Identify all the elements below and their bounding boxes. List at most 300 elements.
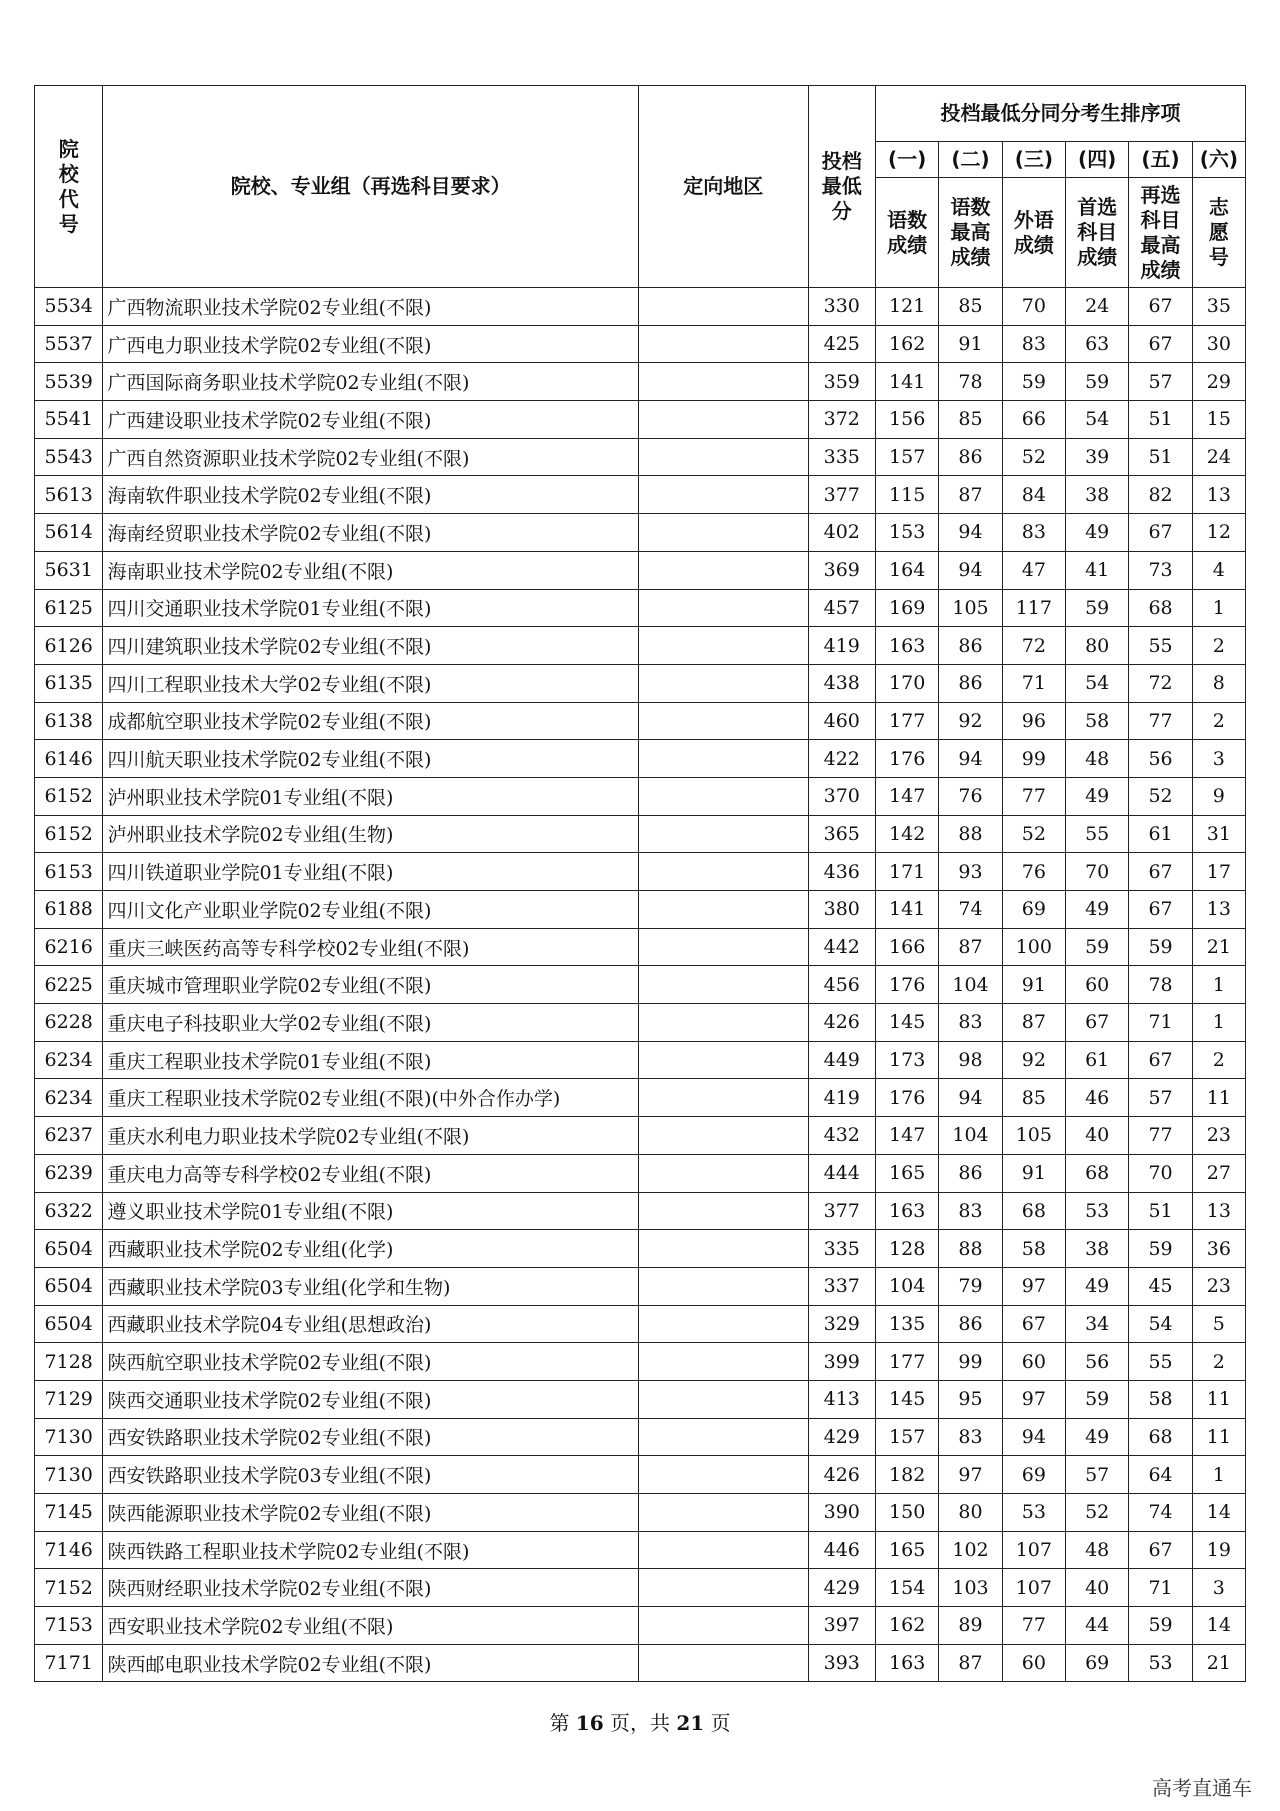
cell-c1: 163 — [875, 1192, 938, 1230]
cell-code: 6234 — [35, 1079, 103, 1117]
cell-c3: 117 — [1002, 589, 1065, 627]
cell-code: 6239 — [35, 1154, 103, 1192]
cell-c4: 38 — [1066, 476, 1129, 514]
cell-region — [638, 438, 808, 476]
cell-c6: 27 — [1192, 1154, 1245, 1192]
cell-score: 457 — [808, 589, 875, 627]
cell-c1: 176 — [875, 740, 938, 778]
cell-c6: 24 — [1192, 438, 1245, 476]
cell-region — [638, 1305, 808, 1343]
cell-region — [638, 1117, 808, 1155]
cell-score: 422 — [808, 740, 875, 778]
cell-c5: 53 — [1129, 1644, 1192, 1682]
cell-c6: 2 — [1192, 702, 1245, 740]
cell-c3: 83 — [1002, 325, 1065, 363]
cell-c1: 177 — [875, 702, 938, 740]
table-row — [35, 1230, 1246, 1268]
cell-c1: 104 — [875, 1267, 938, 1305]
cell-c5: 72 — [1129, 664, 1192, 702]
cell-name: 西藏职业技术学院02专业组(化学) — [103, 1230, 638, 1268]
cell-c2: 74 — [939, 891, 1002, 929]
cell-c5: 67 — [1129, 1531, 1192, 1569]
cell-name: 海南职业技术学院02专业组(不限) — [103, 551, 638, 589]
cell-score: 419 — [808, 627, 875, 665]
cell-c1: 165 — [875, 1531, 938, 1569]
cell-code: 7130 — [35, 1418, 103, 1456]
cell-c6: 17 — [1192, 853, 1245, 891]
cell-c5: 68 — [1129, 1418, 1192, 1456]
cell-c1: 157 — [875, 1418, 938, 1456]
cell-c6: 2 — [1192, 1343, 1245, 1381]
cell-c5: 59 — [1129, 1230, 1192, 1268]
cell-score: 390 — [808, 1494, 875, 1532]
cell-c6: 9 — [1192, 777, 1245, 815]
cell-c1: 163 — [875, 1644, 938, 1682]
cell-c1: 182 — [875, 1456, 938, 1494]
cell-region — [638, 1569, 808, 1607]
cell-c1: 170 — [875, 664, 938, 702]
cell-c3: 69 — [1002, 1456, 1065, 1494]
cell-name: 广西自然资源职业技术学院02专业组(不限) — [103, 438, 638, 476]
cell-score: 429 — [808, 1418, 875, 1456]
header-sub-6: 志愿号 — [1192, 178, 1245, 288]
cell-c4: 70 — [1066, 853, 1129, 891]
cell-c3: 107 — [1002, 1569, 1065, 1607]
table-row — [35, 928, 1246, 966]
cell-name: 遵义职业技术学院01专业组(不限) — [103, 1192, 638, 1230]
table-row — [35, 966, 1246, 1004]
cell-score: 393 — [808, 1644, 875, 1682]
cell-c2: 104 — [939, 966, 1002, 1004]
cell-c4: 58 — [1066, 702, 1129, 740]
cell-c2: 105 — [939, 589, 1002, 627]
table-row — [35, 891, 1246, 929]
cell-region — [638, 1418, 808, 1456]
cell-c5: 68 — [1129, 589, 1192, 627]
cell-c1: 177 — [875, 1343, 938, 1381]
cell-c6: 11 — [1192, 1079, 1245, 1117]
table-row — [35, 1531, 1246, 1569]
cell-c6: 4 — [1192, 551, 1245, 589]
cell-name: 四川工程职业技术大学02专业组(不限) — [103, 664, 638, 702]
cell-c5: 61 — [1129, 815, 1192, 853]
cell-c5: 59 — [1129, 928, 1192, 966]
cell-code: 6228 — [35, 1004, 103, 1042]
cell-c2: 93 — [939, 853, 1002, 891]
cell-score: 369 — [808, 551, 875, 589]
cell-c4: 34 — [1066, 1305, 1129, 1343]
cell-region — [638, 514, 808, 552]
cell-c3: 107 — [1002, 1531, 1065, 1569]
cell-c3: 58 — [1002, 1230, 1065, 1268]
cell-c4: 69 — [1066, 1644, 1129, 1682]
cell-c2: 86 — [939, 1154, 1002, 1192]
cell-c5: 45 — [1129, 1267, 1192, 1305]
cell-score: 444 — [808, 1154, 875, 1192]
cell-c2: 80 — [939, 1494, 1002, 1532]
cell-region — [638, 1004, 808, 1042]
cell-c1: 169 — [875, 589, 938, 627]
cell-code: 7152 — [35, 1569, 103, 1607]
cell-c6: 15 — [1192, 401, 1245, 439]
cell-c1: 141 — [875, 363, 938, 401]
cell-c2: 94 — [939, 551, 1002, 589]
header-sub-2: 语数最高成绩 — [939, 178, 1002, 288]
cell-c4: 49 — [1066, 1267, 1129, 1305]
cell-name: 西安职业技术学院02专业组(不限) — [103, 1607, 638, 1645]
table-row — [35, 740, 1246, 778]
cell-score: 337 — [808, 1267, 875, 1305]
cell-name: 广西物流职业技术学院02专业组(不限) — [103, 288, 638, 326]
cell-c6: 14 — [1192, 1494, 1245, 1532]
cell-region — [638, 288, 808, 326]
cell-code: 6504 — [35, 1230, 103, 1268]
cell-code: 6322 — [35, 1192, 103, 1230]
cell-code: 7128 — [35, 1343, 103, 1381]
cell-code: 7171 — [35, 1644, 103, 1682]
cell-c3: 71 — [1002, 664, 1065, 702]
cell-c3: 97 — [1002, 1380, 1065, 1418]
cell-c5: 64 — [1129, 1456, 1192, 1494]
table-row — [35, 853, 1246, 891]
table-row — [35, 702, 1246, 740]
cell-c2: 85 — [939, 288, 1002, 326]
cell-c2: 94 — [939, 740, 1002, 778]
cell-c1: 166 — [875, 928, 938, 966]
cell-code: 7145 — [35, 1494, 103, 1532]
cell-code: 6504 — [35, 1305, 103, 1343]
table-row — [35, 589, 1246, 627]
cell-c5: 52 — [1129, 777, 1192, 815]
cell-name: 四川交通职业技术学院01专业组(不限) — [103, 589, 638, 627]
cell-region — [638, 551, 808, 589]
cell-c2: 94 — [939, 514, 1002, 552]
cell-c2: 91 — [939, 325, 1002, 363]
cell-c6: 19 — [1192, 1531, 1245, 1569]
cell-c2: 87 — [939, 928, 1002, 966]
cell-c6: 21 — [1192, 1644, 1245, 1682]
cell-score: 429 — [808, 1569, 875, 1607]
cell-c4: 49 — [1066, 891, 1129, 929]
cell-c5: 67 — [1129, 514, 1192, 552]
table-row — [35, 325, 1246, 363]
cell-c1: 162 — [875, 1607, 938, 1645]
cell-score: 436 — [808, 853, 875, 891]
cell-score: 377 — [808, 1192, 875, 1230]
cell-c1: 165 — [875, 1154, 938, 1192]
cell-c3: 66 — [1002, 401, 1065, 439]
table-row — [35, 401, 1246, 439]
table-row — [35, 1267, 1246, 1305]
cell-region — [638, 589, 808, 627]
cell-c3: 77 — [1002, 1607, 1065, 1645]
cell-c3: 85 — [1002, 1079, 1065, 1117]
admission-score-table — [34, 85, 1246, 1682]
cell-c6: 12 — [1192, 514, 1245, 552]
cell-c4: 38 — [1066, 1230, 1129, 1268]
cell-c6: 23 — [1192, 1117, 1245, 1155]
cell-c4: 57 — [1066, 1456, 1129, 1494]
table-row — [35, 815, 1246, 853]
cell-c2: 87 — [939, 476, 1002, 514]
cell-c5: 57 — [1129, 1079, 1192, 1117]
cell-c5: 67 — [1129, 853, 1192, 891]
cell-c6: 11 — [1192, 1380, 1245, 1418]
cell-name: 海南软件职业技术学院02专业组(不限) — [103, 476, 638, 514]
table-row — [35, 1117, 1246, 1155]
cell-c4: 59 — [1066, 363, 1129, 401]
table-row — [35, 627, 1246, 665]
table-row — [35, 288, 1246, 326]
cell-c2: 98 — [939, 1041, 1002, 1079]
table-row — [35, 1644, 1246, 1682]
header-region: 定向地区 — [638, 86, 808, 288]
cell-c4: 40 — [1066, 1117, 1129, 1155]
table-row — [35, 1569, 1246, 1607]
cell-c2: 92 — [939, 702, 1002, 740]
cell-c4: 67 — [1066, 1004, 1129, 1042]
header-name: 院校、专业组（再选科目要求） — [103, 86, 638, 288]
cell-c1: 145 — [875, 1004, 938, 1042]
cell-c1: 121 — [875, 288, 938, 326]
cell-region — [638, 891, 808, 929]
cell-score: 370 — [808, 777, 875, 815]
cell-c1: 150 — [875, 1494, 938, 1532]
cell-score: 442 — [808, 928, 875, 966]
cell-c2: 95 — [939, 1380, 1002, 1418]
cell-score: 446 — [808, 1531, 875, 1569]
cell-c3: 59 — [1002, 363, 1065, 401]
cell-c2: 83 — [939, 1192, 1002, 1230]
cell-c1: 142 — [875, 815, 938, 853]
table-row — [35, 1041, 1246, 1079]
cell-region — [638, 966, 808, 1004]
cell-code: 6126 — [35, 627, 103, 665]
table-row — [35, 438, 1246, 476]
cell-c2: 76 — [939, 777, 1002, 815]
cell-region — [638, 1494, 808, 1532]
cell-c6: 2 — [1192, 627, 1245, 665]
cell-region — [638, 664, 808, 702]
cell-score: 426 — [808, 1004, 875, 1042]
cell-c5: 51 — [1129, 438, 1192, 476]
cell-c1: 176 — [875, 966, 938, 1004]
cell-c4: 54 — [1066, 664, 1129, 702]
cell-c4: 54 — [1066, 401, 1129, 439]
cell-c3: 100 — [1002, 928, 1065, 966]
cell-c2: 103 — [939, 1569, 1002, 1607]
cell-c2: 104 — [939, 1117, 1002, 1155]
cell-c5: 71 — [1129, 1004, 1192, 1042]
cell-c6: 11 — [1192, 1418, 1245, 1456]
cell-name: 海南经贸职业技术学院02专业组(不限) — [103, 514, 638, 552]
watermark-text: 高考直通车 — [1152, 1776, 1252, 1800]
cell-region — [638, 1644, 808, 1682]
cell-c4: 24 — [1066, 288, 1129, 326]
cell-name: 四川建筑职业技术学院02专业组(不限) — [103, 627, 638, 665]
cell-c1: 163 — [875, 627, 938, 665]
table-row — [35, 476, 1246, 514]
cell-c5: 55 — [1129, 627, 1192, 665]
cell-c2: 88 — [939, 1230, 1002, 1268]
header-sub-4: 首选科目成绩 — [1066, 178, 1129, 288]
cell-code: 6152 — [35, 815, 103, 853]
cell-c3: 87 — [1002, 1004, 1065, 1042]
cell-c3: 67 — [1002, 1305, 1065, 1343]
table-row — [35, 1004, 1246, 1042]
cell-c5: 55 — [1129, 1343, 1192, 1381]
cell-name: 泸州职业技术学院01专业组(不限) — [103, 777, 638, 815]
cell-c6: 29 — [1192, 363, 1245, 401]
cell-code: 5534 — [35, 288, 103, 326]
cell-name: 广西电力职业技术学院02专业组(不限) — [103, 325, 638, 363]
cell-c4: 48 — [1066, 1531, 1129, 1569]
cell-c5: 56 — [1129, 740, 1192, 778]
cell-c5: 74 — [1129, 1494, 1192, 1532]
cell-c6: 14 — [1192, 1607, 1245, 1645]
cell-score: 330 — [808, 288, 875, 326]
cell-c1: 147 — [875, 777, 938, 815]
cell-score: 419 — [808, 1079, 875, 1117]
cell-name: 四川航天职业技术学院02专业组(不限) — [103, 740, 638, 778]
cell-c6: 13 — [1192, 891, 1245, 929]
cell-c4: 59 — [1066, 589, 1129, 627]
cell-c3: 77 — [1002, 777, 1065, 815]
cell-score: 456 — [808, 966, 875, 1004]
cell-c5: 77 — [1129, 702, 1192, 740]
cell-c1: 128 — [875, 1230, 938, 1268]
cell-name: 陕西财经职业技术学院02专业组(不限) — [103, 1569, 638, 1607]
cell-region — [638, 1456, 808, 1494]
header-sub-5: 再选科目最高成绩 — [1129, 178, 1192, 288]
cell-c4: 44 — [1066, 1607, 1129, 1645]
cell-c2: 79 — [939, 1267, 1002, 1305]
cell-c1: 141 — [875, 891, 938, 929]
header-sub-1: 语数成绩 — [875, 178, 938, 288]
table-row — [35, 1494, 1246, 1532]
cell-c3: 69 — [1002, 891, 1065, 929]
cell-region — [638, 363, 808, 401]
cell-name: 成都航空职业技术学院02专业组(不限) — [103, 702, 638, 740]
cell-c1: 153 — [875, 514, 938, 552]
cell-c4: 48 — [1066, 740, 1129, 778]
cell-region — [638, 1531, 808, 1569]
cell-region — [638, 1607, 808, 1645]
cell-score: 425 — [808, 325, 875, 363]
table-row — [35, 1456, 1246, 1494]
cell-c3: 92 — [1002, 1041, 1065, 1079]
cell-score: 426 — [808, 1456, 875, 1494]
cell-c2: 83 — [939, 1418, 1002, 1456]
cell-code: 5541 — [35, 401, 103, 439]
cell-c1: 162 — [875, 325, 938, 363]
cell-score: 397 — [808, 1607, 875, 1645]
cell-c3: 91 — [1002, 966, 1065, 1004]
cell-c4: 49 — [1066, 777, 1129, 815]
cell-score: 449 — [808, 1041, 875, 1079]
table-row — [35, 664, 1246, 702]
cell-c6: 31 — [1192, 815, 1245, 853]
cell-score: 335 — [808, 1230, 875, 1268]
cell-region — [638, 853, 808, 891]
cell-name: 重庆工程职业技术学院02专业组(不限)(中外合作办学) — [103, 1079, 638, 1117]
cell-region — [638, 777, 808, 815]
cell-c5: 58 — [1129, 1380, 1192, 1418]
cell-c2: 83 — [939, 1004, 1002, 1042]
cell-c5: 77 — [1129, 1117, 1192, 1155]
cell-c6: 8 — [1192, 664, 1245, 702]
cell-c2: 102 — [939, 1531, 1002, 1569]
cell-score: 377 — [808, 476, 875, 514]
header-sub-3: 外语成绩 — [1002, 178, 1065, 288]
cell-c6: 2 — [1192, 1041, 1245, 1079]
cell-c6: 13 — [1192, 476, 1245, 514]
cell-c5: 67 — [1129, 1041, 1192, 1079]
cell-score: 372 — [808, 401, 875, 439]
cell-name: 泸州职业技术学院02专业组(生物) — [103, 815, 638, 853]
cell-code: 6153 — [35, 853, 103, 891]
cell-code: 5537 — [35, 325, 103, 363]
cell-code: 7129 — [35, 1380, 103, 1418]
cell-c2: 94 — [939, 1079, 1002, 1117]
cell-code: 5613 — [35, 476, 103, 514]
header-order-2: (二) — [939, 142, 1002, 178]
cell-code: 6237 — [35, 1117, 103, 1155]
header-order-1: (一) — [875, 142, 938, 178]
cell-c6: 5 — [1192, 1305, 1245, 1343]
cell-name: 西藏职业技术学院03专业组(化学和生物) — [103, 1267, 638, 1305]
cell-c4: 60 — [1066, 966, 1129, 1004]
cell-c3: 99 — [1002, 740, 1065, 778]
cell-c6: 1 — [1192, 1456, 1245, 1494]
cell-c6: 3 — [1192, 1569, 1245, 1607]
header-order-3: (三) — [1002, 142, 1065, 178]
cell-c3: 72 — [1002, 627, 1065, 665]
cell-c1: 176 — [875, 1079, 938, 1117]
cell-c2: 86 — [939, 664, 1002, 702]
cell-name: 陕西能源职业技术学院02专业组(不限) — [103, 1494, 638, 1532]
cell-c6: 13 — [1192, 1192, 1245, 1230]
cell-c4: 80 — [1066, 627, 1129, 665]
cell-code: 5543 — [35, 438, 103, 476]
footer-total-pages: 21 — [676, 1711, 705, 1735]
cell-c3: 97 — [1002, 1267, 1065, 1305]
cell-code: 6125 — [35, 589, 103, 627]
cell-name: 四川文化产业职业学院02专业组(不限) — [103, 891, 638, 929]
table-row — [35, 1079, 1246, 1117]
cell-score: 460 — [808, 702, 875, 740]
cell-code: 6188 — [35, 891, 103, 929]
cell-c1: 154 — [875, 1569, 938, 1607]
cell-region — [638, 627, 808, 665]
cell-region — [638, 1343, 808, 1381]
table-row — [35, 1343, 1246, 1381]
cell-c1: 173 — [875, 1041, 938, 1079]
cell-code: 7146 — [35, 1531, 103, 1569]
table-row — [35, 1154, 1246, 1192]
header-min-score: 投档最低分 — [808, 86, 875, 288]
cell-region — [638, 702, 808, 740]
cell-c3: 68 — [1002, 1192, 1065, 1230]
cell-c3: 105 — [1002, 1117, 1065, 1155]
cell-c6: 21 — [1192, 928, 1245, 966]
cell-c3: 84 — [1002, 476, 1065, 514]
cell-c6: 1 — [1192, 966, 1245, 1004]
cell-c1: 135 — [875, 1305, 938, 1343]
footer-prefix: 第 — [549, 1711, 570, 1735]
cell-c3: 91 — [1002, 1154, 1065, 1192]
cell-region — [638, 1267, 808, 1305]
